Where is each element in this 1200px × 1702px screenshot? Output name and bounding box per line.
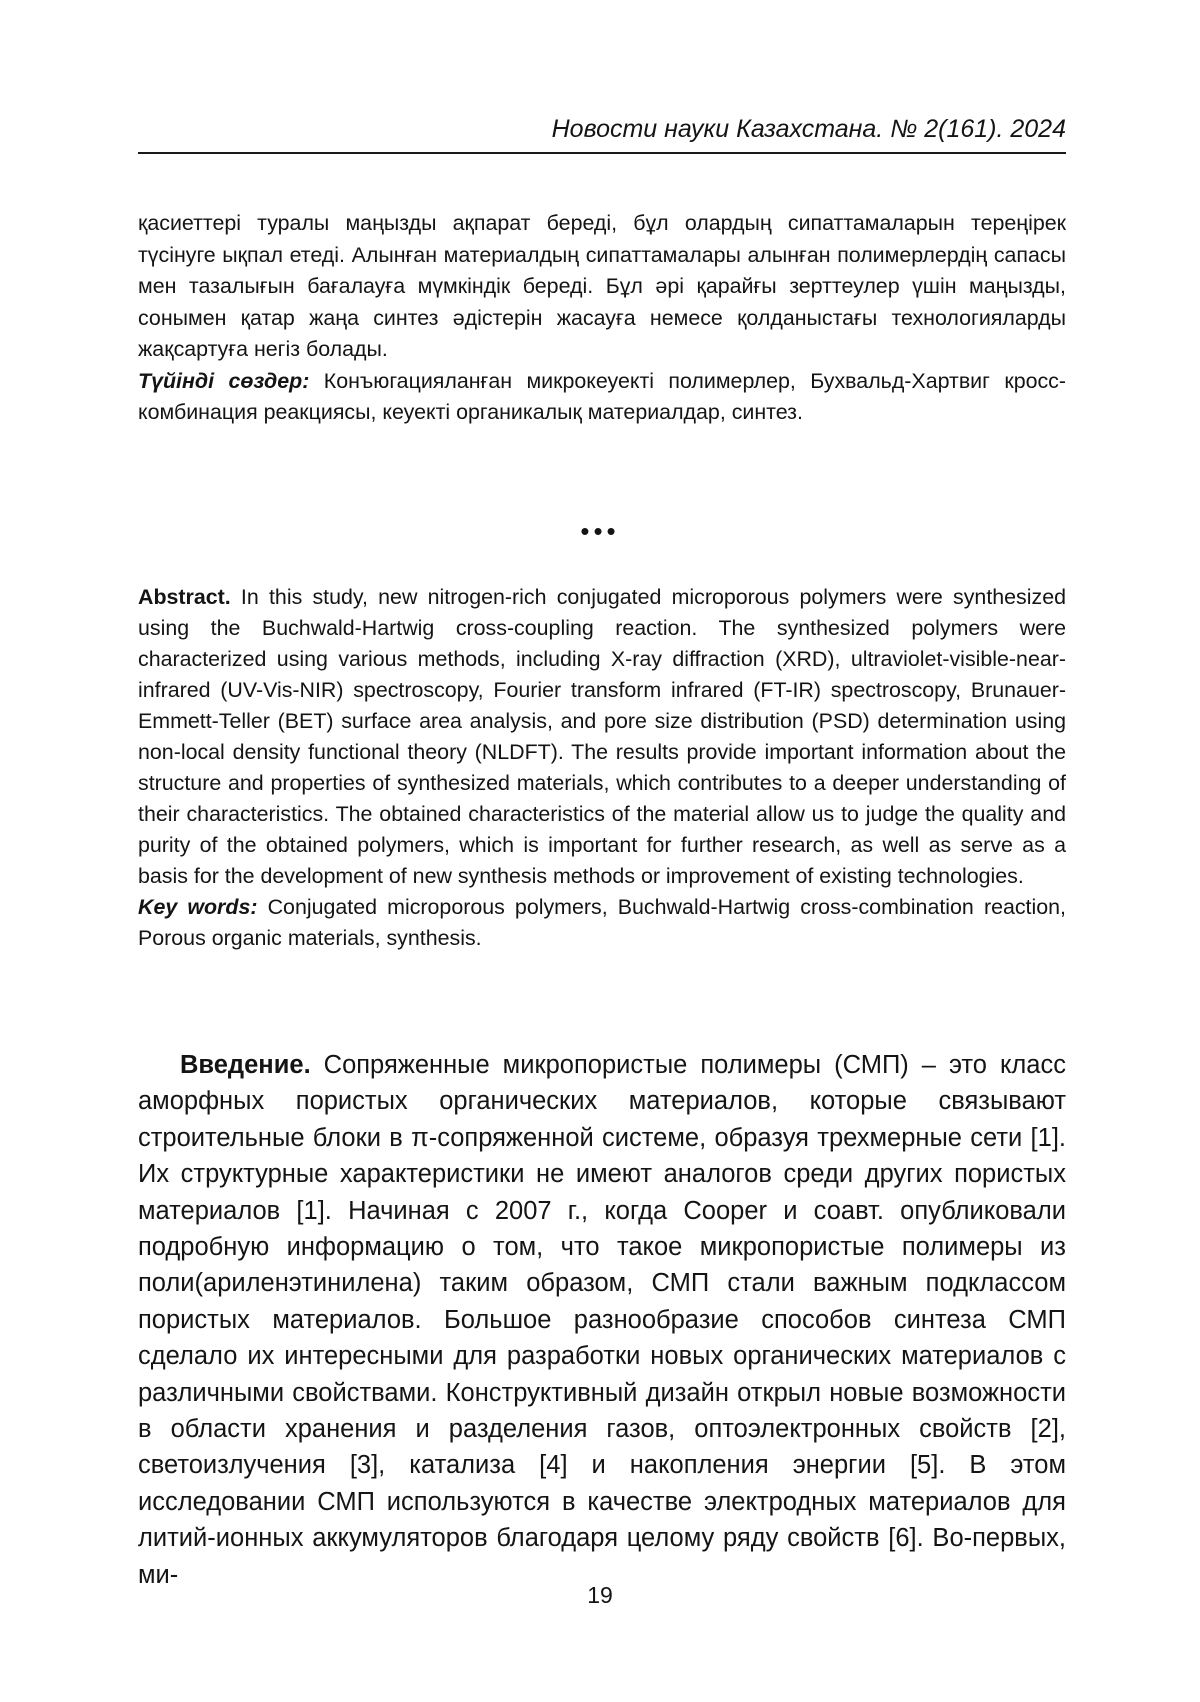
introduction-heading: Введение. bbox=[180, 1051, 311, 1079]
kazakh-keywords-label: Түйінді сөздер: bbox=[138, 368, 310, 393]
kazakh-keywords: Конъюгацияланған микрокеуекті полимерлер, Бухвальд-Хартвиг кросс-комбинация реакциясы, кеуекті органикалық материалдар, синтез. bbox=[138, 368, 1066, 424]
introduction-paragraph bbox=[138, 1047, 1066, 1593]
abstract-text: In this study, new nitrogen-rich conjugated microporous polymers were synthesized using the Buchwald-Hartwig cross-coupling reaction. The synthesized polymers were characterized using various methods, including X-ray diffraction (XRD), ultraviolet-visible-near-infrared (UV-Vis-NIR) spectroscopy, Fourier transform infrared (FT-IR) spectroscopy, Brunauer-Emmett-Teller (BET) surface area analysis, and pore size distribution (PSD) determination using non-local density functional theory (NLDFT). The results provide important information about the structure and properties of synthesized materials, which contributes to a deeper understanding of their characteristics. The obtained characteristics of the material allow us to judge the quality and purity of the obtained polymers, which is important for further research, as well as serve as a basis for the development of new synthesis methods or improvement of existing technologies. bbox=[138, 585, 1066, 888]
introduction-text: Сопряженные микропористые полимеры (СМП) – это класс аморфных пористых органических материалов, которые связывают строительные блоки в π-сопряженной системе, образуя трехмерные сети [1]. Их структурные характеристики не имеют аналогов среди других пористых материалов [1]. Начиная с 2007 г., когда Cooper и соавт. опубликовали подробную информацию о том, что такое микропористые полимеры из поли(ариленэтинилена) таким образом, СМП стали важным подклассом пористых материалов. Большое разнообразие способов синтеза СМП сделало их интересными для разработки новых органических материалов с различными свойствами. Конструктивный дизайн открыл новые возможности в области хранения и разделения газов, оптоэлектронных свойств [2], светоизлучения [3], катализа [4] и накопления энергии [5]. В этом исследовании СМП используются в качестве электродных материалов для литий-ионных аккумуляторов благодаря целому ряду свойств [6]. Во-первых, ми- bbox=[138, 1051, 1066, 1589]
running-header: Новости науки Казахстана. № 2(161). 2024 bbox=[551, 115, 1066, 143]
english-abstract bbox=[138, 582, 1066, 954]
header-rule bbox=[138, 152, 1066, 154]
abstract-label: Abstract. bbox=[138, 585, 231, 609]
page-number: 19 bbox=[587, 1582, 613, 1608]
kazakh-abstract bbox=[138, 208, 1066, 429]
english-keywords-label: Key words: bbox=[138, 895, 258, 919]
english-keywords: Conjugated microporous polymers, Buchwald-Hartwig cross-combination reaction, Porous organic materials, synthesis. bbox=[138, 895, 1066, 950]
kazakh-abstract-text: қасиеттері туралы маңызды ақпарат береді, бұл олардың сипаттамаларын тереңірек түсінуге ықпал етеді. Алынған материалдың сипаттамалары алынған полимерлердің сапасы мен тазалығын бағалауға мүмкіндік береді. Бұл әрі қарайғы зерттеулер үшін маңызды, сонымен қатар жаңа синтез әдістерін жасауға немесе қолданыстағы технологияларды жақсартуға негіз болады. bbox=[138, 211, 1066, 361]
section-separator: ••• bbox=[580, 516, 620, 546]
